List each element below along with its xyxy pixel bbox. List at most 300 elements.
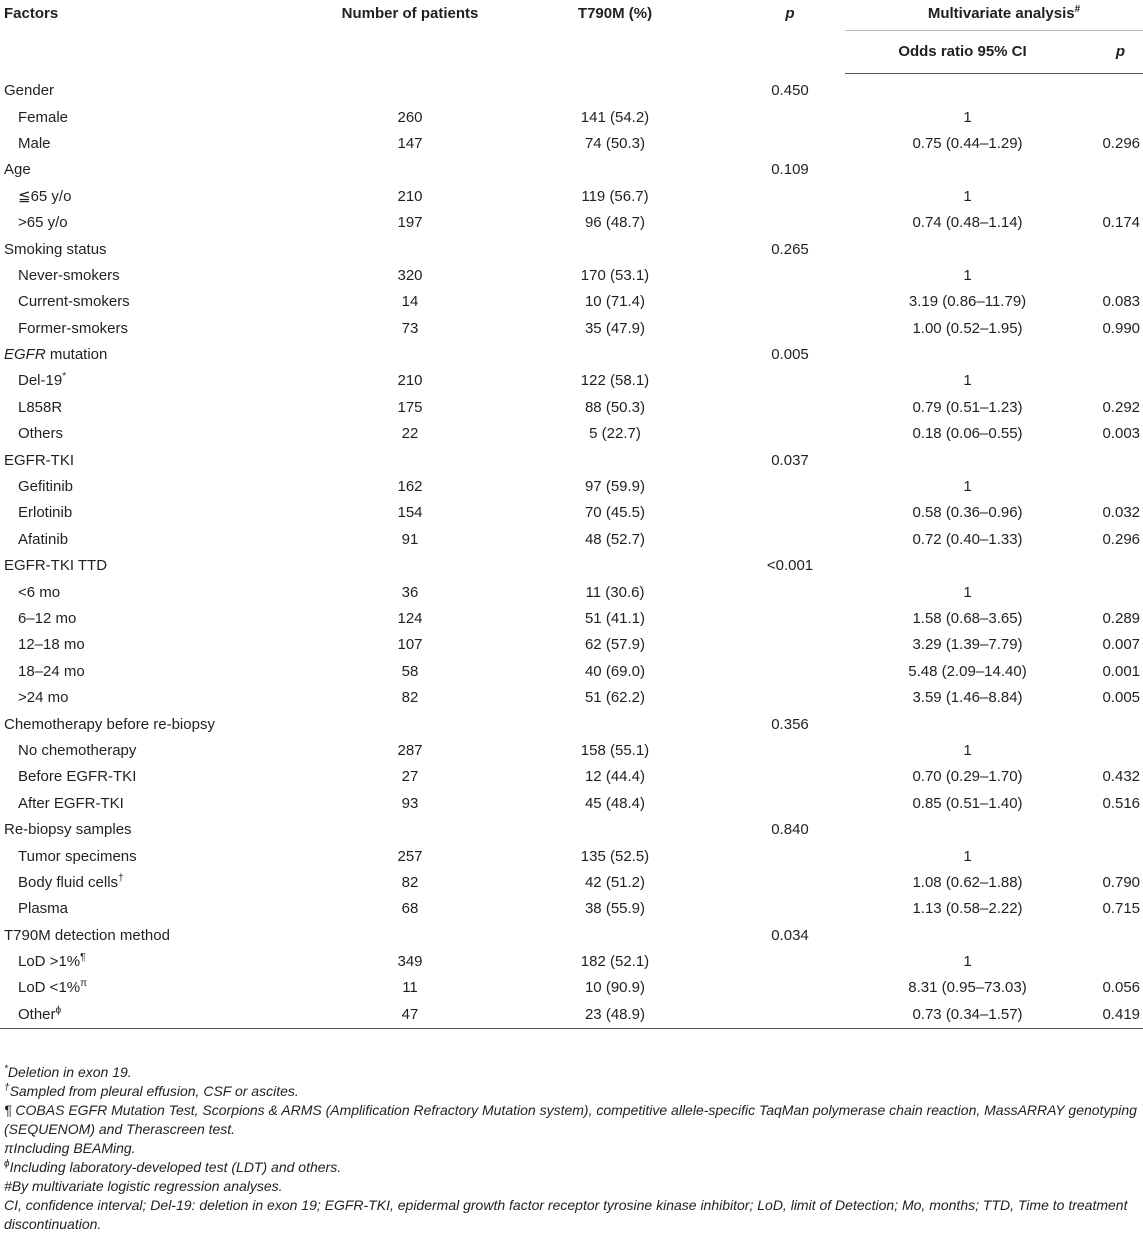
footnote-text: Sampled from pleural effusion, CSF or ascites.: [9, 1083, 299, 1099]
t790m-cell: 122 (58.1): [580, 372, 650, 390]
odds-ratio-cell: 0.72 (0.40–1.33): [912, 530, 1023, 548]
footnote-text: CI, confidence interval; Del-19: deletion in exon 19; EGFR-TKI, epidermal growth factor receptor tyrosine kinase inhibitor; LoD, limit of Detection; Mo, months; TTD, Time to treatment discontinuation.: [4, 1197, 1128, 1232]
factor-label: <6 mo: [18, 583, 61, 601]
p-value-cell: 0.037: [771, 451, 809, 469]
odds-ratio-cell: [845, 817, 1070, 843]
table-row: [0, 210, 1143, 236]
odds-ratio-cell: 0.74 (0.48–1.14): [912, 214, 1023, 232]
patients-count-cell: 175: [397, 398, 423, 416]
odds-ratio-cell: 1.58 (0.68–3.65): [912, 610, 1023, 627]
multivariate-p-cell: [1070, 923, 1143, 949]
multivariate-p-cell: 0.083: [1102, 293, 1141, 311]
odds-ratio-cell: 0.58 (0.36–0.96): [912, 504, 1023, 522]
patients-count-cell: 82: [401, 873, 419, 891]
factor-label: T790M detection method: [4, 926, 170, 944]
factor-label: EGFR: [4, 346, 46, 364]
factor-label: Plasma: [18, 900, 69, 918]
multivariate-p-cell: 0.296: [1102, 530, 1141, 548]
t790m-cell: 12 (44.4): [584, 768, 646, 786]
factor-label: Male: [18, 134, 51, 152]
patients-count-cell: 27: [401, 768, 419, 786]
factor-label: No chemotherapy: [18, 741, 137, 759]
footnote: [4, 1101, 1140, 1139]
footnote-mark: π: [80, 978, 88, 990]
p-value-cell: 0.005: [771, 346, 809, 364]
factor-cell: [0, 74, 290, 105]
factor-cell: [0, 157, 290, 183]
factor-label: Female: [18, 108, 69, 126]
patients-count-cell: 22: [401, 425, 419, 443]
patients-count-cell: 320: [397, 266, 423, 284]
factor-label: 6–12 mo: [18, 610, 77, 627]
factor-label: Others: [18, 425, 64, 443]
t790m-cell: 10 (71.4): [584, 293, 646, 311]
t790m-cell: [480, 711, 685, 737]
p-value-cell: [685, 606, 845, 632]
table-row: [0, 74, 1143, 105]
factor-label: Chemotherapy before re-biopsy: [4, 715, 215, 733]
odds-ratio-cell: 0.85 (0.51–1.40): [912, 794, 1023, 812]
footnote-marker: π: [4, 1140, 14, 1156]
p-value-cell: [685, 870, 845, 896]
t790m-cell: 11 (30.6): [585, 583, 645, 601]
patients-count-cell: 14: [401, 293, 419, 311]
multivariate-p-cell: 0.419: [1070, 1002, 1143, 1029]
p-value-cell: [685, 949, 845, 975]
header-p: p: [785, 5, 795, 22]
factor-cell: [0, 421, 290, 447]
table-row: [0, 500, 1143, 526]
odds-ratio-cell: [845, 923, 1070, 949]
p-value-cell: [685, 1002, 845, 1029]
table-row: [0, 579, 1143, 605]
t790m-cell: 5 (22.7): [589, 425, 641, 443]
table-row: [0, 474, 1143, 500]
patients-count-cell: [290, 74, 480, 105]
p-value-cell: [685, 104, 845, 130]
table-body: [0, 74, 1143, 1029]
t790m-cell: [480, 157, 685, 183]
factor-label: LoD <1%: [18, 979, 81, 997]
footnote-mark: *: [62, 371, 67, 383]
odds-ratio-cell: 0.18 (0.06–0.55): [912, 425, 1023, 443]
table-row: [0, 395, 1143, 421]
t790m-cell: 10 (90.9): [584, 979, 646, 997]
p-value-cell: [685, 975, 845, 1001]
table-row: [0, 316, 1143, 342]
patients-count-cell: 68: [401, 900, 419, 918]
patients-count-cell: [290, 711, 480, 737]
table-row: [0, 263, 1143, 289]
multivariate-p-cell: 0.007: [1102, 636, 1141, 654]
factor-cell: [0, 104, 290, 130]
factor-cell: [0, 685, 290, 711]
multivariate-p-cell: 0.990: [1102, 319, 1141, 337]
patients-count-cell: 82: [401, 689, 419, 707]
p-value-cell: [685, 500, 845, 526]
table-row: [0, 975, 1143, 1001]
factor-label: Never-smokers: [18, 266, 120, 284]
p-value-cell: [685, 579, 845, 605]
footnote-text: Including laboratory-developed test (LDT) and others.: [9, 1159, 342, 1175]
table-row: [0, 157, 1143, 183]
p-value-cell: [685, 263, 845, 289]
factor-label: Other: [18, 1005, 56, 1023]
table-header: [0, 0, 1143, 74]
factor-label: After EGFR-TKI: [18, 794, 124, 812]
header-multivariate: [845, 0, 1143, 31]
multivariate-p-cell: 0.005: [1102, 689, 1141, 707]
odds-ratio-cell: 1: [963, 953, 972, 971]
table-row: [0, 1002, 1143, 1029]
factor-label: EGFR-TKI: [4, 451, 74, 469]
footnotes: [4, 1063, 1140, 1234]
odds-ratio-cell: 1.00 (0.52–1.95): [912, 319, 1023, 337]
footnote-text: COBAS EGFR Mutation Test, Scorpions & ARMS (Amplification Refractory Mutation system), competitive allele-specific TaqMan polymerase chain reaction, MassARRAY genotyping (SEQUENOM) and Therascreen test.: [4, 1102, 1137, 1137]
odds-ratio-cell: 1.08 (0.62–1.88): [912, 873, 1023, 891]
t790m-cell: [480, 74, 685, 105]
odds-ratio-cell: [845, 236, 1070, 262]
patients-count-cell: 73: [401, 319, 419, 337]
patients-count-cell: 197: [397, 214, 423, 232]
factor-cell: [0, 527, 290, 553]
table-row: [0, 289, 1143, 315]
factor-cell: [0, 236, 290, 262]
header-multivariate-label: Multivariate analysis: [927, 5, 1075, 22]
p-value-cell: 0.034: [771, 926, 809, 944]
multivariate-p-cell: [1070, 817, 1143, 843]
factor-label: Age: [4, 161, 31, 179]
t790m-cell: 51 (62.2): [584, 689, 646, 707]
p-value-cell: [685, 184, 845, 210]
p-value-cell: <0.001: [766, 557, 814, 575]
factor-label: Erlotinib: [18, 504, 73, 522]
factor-label: LoD >1%: [18, 953, 81, 971]
factor-cell: [0, 368, 290, 394]
factor-cell: [0, 923, 290, 949]
patients-count-cell: 257: [397, 847, 423, 865]
table-row: [0, 342, 1143, 368]
p-value-cell: [685, 421, 845, 447]
patients-count-cell: 154: [397, 504, 423, 522]
patients-count-cell: [290, 447, 480, 473]
p-value-cell: [685, 131, 845, 157]
multivariate-p-cell: 0.432: [1102, 768, 1141, 786]
patients-count-cell: 260: [397, 108, 423, 126]
patients-count-cell: 11: [402, 979, 418, 997]
patients-count-cell: 107: [397, 636, 423, 654]
p-value-cell: [685, 843, 845, 869]
factor-cell: [0, 316, 290, 342]
table-row: [0, 738, 1143, 764]
factor-label: Tumor specimens: [18, 847, 137, 865]
t790m-cell: 48 (52.7): [584, 530, 646, 548]
factor-label: >24 mo: [18, 689, 69, 707]
factor-label: Before EGFR-TKI: [18, 768, 137, 786]
footnote-text: Deletion in exon 19.: [7, 1064, 132, 1080]
factor-cell: [0, 659, 290, 685]
odds-ratio-cell: 0.79 (0.51–1.23): [912, 398, 1023, 416]
patients-count-cell: 210: [397, 187, 423, 205]
t790m-cell: 96 (48.7): [584, 214, 646, 232]
multivariate-p-cell: [1070, 236, 1143, 262]
factor-label: 18–24 mo: [18, 662, 85, 680]
footnote-marker: *: [4, 1063, 8, 1075]
factor-label: 12–18 mo: [18, 636, 85, 654]
table-row: [0, 711, 1143, 737]
factor-cell: [0, 342, 290, 368]
patients-count-cell: [290, 342, 480, 368]
footnote-marker: ¶: [4, 1102, 12, 1118]
footnote-text: Including BEAMing.: [13, 1140, 136, 1156]
t790m-cell: [480, 236, 685, 262]
multivariate-p-cell: [1070, 579, 1143, 605]
table-row: [0, 764, 1143, 790]
factor-label: Body fluid cells: [18, 873, 119, 891]
factor-cell: [0, 764, 290, 790]
odds-ratio-cell: 3.29 (1.39–7.79): [912, 636, 1023, 654]
factor-label: Gender: [4, 81, 55, 99]
footnote: [4, 1082, 1140, 1101]
odds-ratio-cell: 1: [963, 266, 972, 284]
factor-label: Former-smokers: [18, 319, 129, 337]
odds-ratio-cell: [845, 342, 1070, 368]
odds-ratio-cell: 1: [963, 372, 972, 390]
factor-cell: [0, 870, 290, 896]
p-value-cell: 0.109: [771, 161, 809, 179]
factor-cell: [0, 500, 290, 526]
p-value-cell: 0.450: [771, 81, 809, 99]
t790m-cell: 170 (53.1): [580, 266, 650, 284]
odds-ratio-cell: 1: [963, 108, 972, 126]
multivariate-p-cell: 0.001: [1102, 662, 1141, 680]
patients-count-cell: [290, 553, 480, 579]
t790m-cell: [480, 817, 685, 843]
multivariate-p-cell: [1070, 711, 1143, 737]
factor-cell: [0, 210, 290, 236]
table-row: [0, 104, 1143, 130]
factor-cell: [0, 606, 290, 632]
factor-cell: [0, 553, 290, 579]
patients-count-cell: 349: [397, 953, 423, 971]
odds-ratio-cell: [845, 553, 1070, 579]
footnote-text: By multivariate logistic regression analyses.: [11, 1178, 283, 1194]
p-value-cell: [685, 791, 845, 817]
footnote: [4, 1196, 1140, 1234]
t790m-cell: 70 (45.5): [584, 504, 646, 522]
multivariate-p-cell: [1070, 474, 1143, 500]
factor-cell: [0, 184, 290, 210]
p-value-cell: 0.840: [771, 821, 809, 839]
factor-label: L858R: [18, 398, 63, 416]
odds-ratio-cell: 1.13 (0.58–2.22): [912, 900, 1023, 918]
t790m-cell: [480, 553, 685, 579]
patients-count-cell: 147: [397, 134, 423, 152]
factor-cell: [0, 289, 290, 315]
multivariate-p-cell: 0.289: [1102, 610, 1141, 627]
t790m-cell: 97 (59.9): [584, 478, 646, 496]
factor-label: Smoking status: [4, 240, 107, 258]
footnote: [4, 1139, 1140, 1158]
odds-ratio-cell: 8.31 (0.95–73.03): [908, 979, 1027, 997]
table-row: [0, 447, 1143, 473]
table-row: [0, 923, 1143, 949]
header-t790m: T790M (%): [577, 5, 653, 22]
footnote-marker: †: [4, 1082, 10, 1094]
factor-label: ≦65 y/o: [18, 187, 72, 205]
multivariate-p-cell: [1070, 843, 1143, 869]
t790m-cell: 141 (54.2): [580, 108, 650, 126]
multivariate-p-cell: [1070, 553, 1143, 579]
table-row: [0, 421, 1143, 447]
odds-ratio-cell: 0.70 (0.29–1.70): [912, 768, 1023, 786]
p-value-cell: [685, 685, 845, 711]
p-value-cell: [685, 210, 845, 236]
t790m-cell: [480, 923, 685, 949]
t790m-cell: 23 (48.9): [480, 1002, 685, 1029]
p-value-cell: [685, 316, 845, 342]
t790m-cell: 74 (50.3): [584, 134, 646, 152]
odds-ratio-cell: 1: [963, 741, 972, 759]
multivariate-p-cell: [1070, 184, 1143, 210]
odds-ratio-cell: 1: [963, 583, 972, 601]
footnote: [4, 1063, 1140, 1082]
multivariate-p-cell: [1070, 74, 1143, 105]
patients-count-cell: [290, 157, 480, 183]
factor-label: Gefitinib: [18, 478, 74, 496]
patients-count-cell: 162: [397, 478, 423, 496]
patients-count-cell: 47: [290, 1002, 480, 1029]
odds-ratio-cell: [845, 157, 1070, 183]
odds-ratio-cell: 1: [963, 478, 972, 496]
table-row: [0, 606, 1143, 632]
multivariate-p-cell: 0.790: [1102, 873, 1141, 891]
p-value-cell: [685, 474, 845, 500]
table-row: [0, 184, 1143, 210]
patients-count-cell: 91: [401, 530, 419, 548]
odds-ratio-cell: 0.75 (0.44–1.29): [912, 134, 1023, 152]
multivariate-p-cell: 0.516: [1102, 794, 1141, 812]
t790m-cell: [480, 342, 685, 368]
factor-label: Current-smokers: [18, 293, 130, 311]
t790m-cell: 62 (57.9): [584, 636, 646, 654]
t790m-cell: 42 (51.2): [584, 873, 646, 891]
multivariate-p-cell: [1070, 263, 1143, 289]
multivariate-p-cell: 0.292: [1102, 398, 1141, 416]
patients-count-cell: [290, 817, 480, 843]
factor-cell: [0, 791, 290, 817]
table-row: [0, 685, 1143, 711]
table-row: [0, 527, 1143, 553]
factor-label: Re-biopsy samples: [4, 821, 132, 839]
multivariate-p-cell: 0.296: [1102, 134, 1141, 152]
factor-cell: [0, 949, 290, 975]
p-value-cell: [685, 896, 845, 922]
multivariate-p-cell: [1070, 949, 1143, 975]
t790m-cell: 35 (47.9): [584, 319, 646, 337]
p-value-cell: [685, 659, 845, 685]
odds-ratio-cell: [845, 711, 1070, 737]
patients-count-cell: 124: [397, 610, 423, 627]
footnote-marker: ϕ: [4, 1158, 10, 1170]
multivariate-p-cell: 0.032: [1102, 504, 1141, 522]
t790m-cell: 182 (52.1): [580, 953, 650, 971]
multivariate-p-cell: [1070, 104, 1143, 130]
factor-label: EGFR-TKI TTD: [4, 557, 108, 575]
factor-cell: [0, 447, 290, 473]
patients-count-cell: [290, 923, 480, 949]
t790m-cell: [480, 447, 685, 473]
table-row: [0, 896, 1143, 922]
footnote-mark: ϕ: [55, 1004, 62, 1016]
t790m-cell: 119 (56.7): [581, 187, 649, 205]
header-multivariate-mark: #: [1074, 4, 1081, 15]
odds-ratio-cell: 1: [963, 187, 972, 205]
table-row: [0, 368, 1143, 394]
table-row: [0, 843, 1143, 869]
factor-cell: [0, 395, 290, 421]
patients-count-cell: 58: [401, 662, 419, 680]
odds-ratio-cell: 0.73 (0.34–1.57): [845, 1002, 1070, 1029]
t790m-cell: 158 (55.1): [580, 741, 650, 759]
multivariate-p-cell: 0.715: [1102, 900, 1141, 918]
patients-count-cell: 287: [397, 741, 423, 759]
footnote: [4, 1158, 1140, 1177]
factor-label: >65 y/o: [18, 214, 68, 232]
header-number-of-patients: Number of patients: [341, 5, 479, 22]
factor-cell: [0, 263, 290, 289]
p-value-cell: [685, 738, 845, 764]
table-row: [0, 131, 1143, 157]
multivariate-p-cell: [1070, 447, 1143, 473]
p-value-cell: [685, 395, 845, 421]
table-row: [0, 949, 1143, 975]
factor-cell: [0, 1002, 290, 1029]
p-value-cell: [685, 527, 845, 553]
t790m-cell: 40 (69.0): [584, 662, 646, 680]
odds-ratio-cell: [845, 74, 1070, 105]
factor-cell: [0, 474, 290, 500]
p-value-cell: 0.265: [771, 240, 809, 258]
factor-cell: [0, 975, 290, 1001]
multivariate-p-cell: 0.056: [1102, 979, 1141, 997]
odds-ratio-cell: 3.19 (0.86–11.79): [908, 293, 1027, 311]
factor-cell: [0, 738, 290, 764]
factor-label: Afatinib: [18, 530, 69, 548]
odds-ratio-cell: 5.48 (2.09–14.40): [908, 662, 1027, 680]
factor-cell: [0, 896, 290, 922]
patients-count-cell: 93: [401, 794, 419, 812]
factor-cell: [0, 817, 290, 843]
t790m-cell: 88 (50.3): [584, 398, 646, 416]
table-row: [0, 553, 1143, 579]
table-row: [0, 817, 1143, 843]
odds-ratio-cell: 3.59 (1.46–8.84): [912, 689, 1023, 707]
patients-count-cell: 210: [397, 372, 423, 390]
footnote-mark: †: [118, 872, 124, 884]
p-value-cell: 0.356: [771, 715, 809, 733]
factor-cell: [0, 843, 290, 869]
factor-cell: [0, 131, 290, 157]
factor-cell: [0, 632, 290, 658]
t790m-cell: 135 (52.5): [580, 847, 650, 865]
header-p-multivariate: p: [1070, 31, 1143, 74]
multivariate-p-cell: [1070, 738, 1143, 764]
table-row: [0, 870, 1143, 896]
footnote: [4, 1177, 1140, 1196]
p-value-cell: [685, 632, 845, 658]
table-row: [0, 632, 1143, 658]
